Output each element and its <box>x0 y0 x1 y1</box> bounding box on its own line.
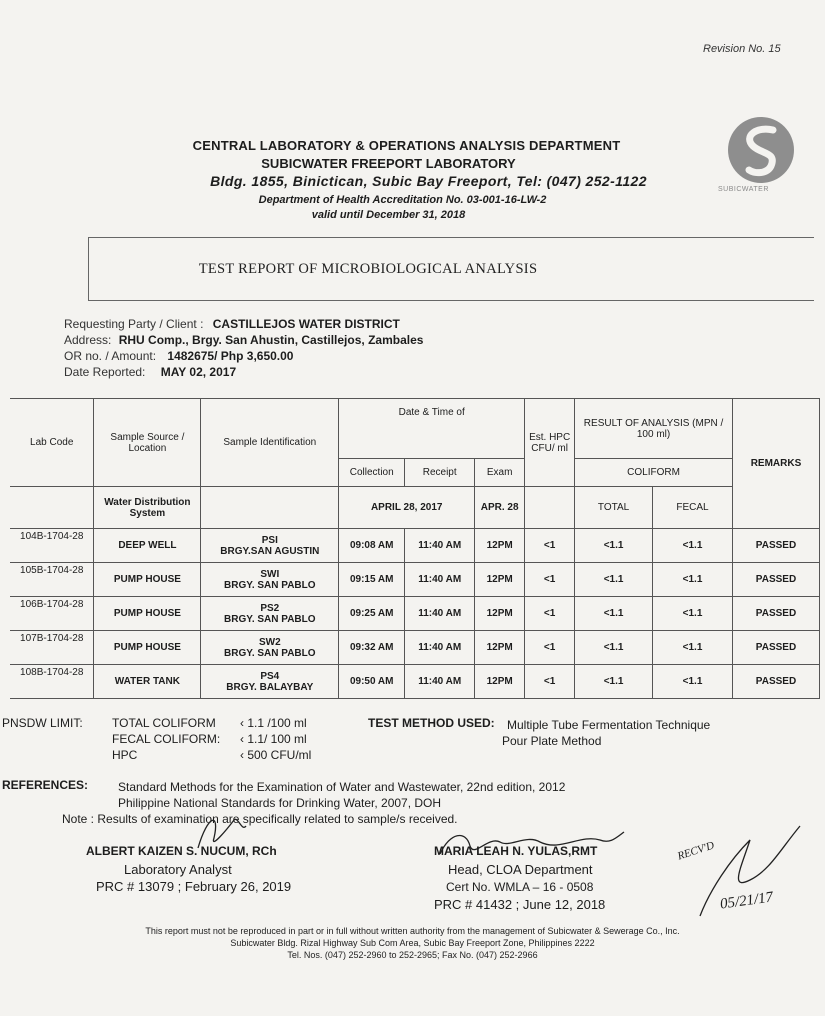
accreditation-number: Department of Health Accreditation No. 03-001-16-LW-2 <box>258 194 547 206</box>
logo-text: SUBICWATER <box>718 186 769 193</box>
row-sample-location: BRGY.SAN AGUSTIN <box>220 545 320 557</box>
row-receipt-time: 11:40 AM <box>405 529 475 563</box>
analyst-title: Laboratory Analyst <box>124 862 232 877</box>
row-hpc: <1 <box>525 563 575 597</box>
subheader-empty <box>10 487 94 529</box>
row-remarks: PASSED <box>732 631 819 665</box>
row-receipt-time: 11:40 AM <box>405 631 475 665</box>
row-sample-source: WATER TANK <box>94 665 201 699</box>
row-fecal-coliform: <1.1 <box>653 631 733 665</box>
or-value: 1482675/ Php 3,650.00 <box>167 349 294 363</box>
subheader-exam-date: APR. 28 <box>475 487 525 529</box>
row-sample-identification <box>201 665 339 699</box>
row-receipt-time: 11:40 AM <box>405 563 475 597</box>
laboratory-address: Bldg. 1855, Binictican, Subic Bay Freeport, Tel: (047) 252-1122 <box>210 173 647 189</box>
table-row <box>10 597 820 631</box>
header-receipt: Receipt <box>405 459 475 487</box>
or-line <box>64 349 293 363</box>
row-sample-identification <box>201 563 339 597</box>
test-method-label: TEST METHOD USED: <box>368 716 495 730</box>
row-total-coliform: <1.1 <box>575 631 653 665</box>
client-value: CASTILLEJOS WATER DISTRICT <box>212 317 400 331</box>
footer-phone: Tel. Nos. (047) 252-2960 to 252-2965; Fax No. (047) 252-2966 <box>287 950 538 960</box>
row-sample-source: PUMP HOUSE <box>94 563 201 597</box>
header-total: TOTAL <box>575 487 653 529</box>
head-prc: PRC # 41432 ; June 12, 2018 <box>434 897 606 912</box>
accreditation-validity: valid until December 31, 2018 <box>311 209 466 221</box>
head-cert: Cert No. WMLA – 16 - 0508 <box>446 880 594 894</box>
row-sample-id: SW2 <box>258 636 281 648</box>
header-lab-code: Lab Code <box>10 399 94 487</box>
department-title: CENTRAL LABORATORY & OPERATIONS ANALYSIS DEPARTMENT <box>192 138 621 153</box>
row-sample-location: BRGY. SAN PABLO <box>224 613 316 625</box>
row-exam-time: 12PM <box>475 563 525 597</box>
subheader-blank <box>201 487 339 529</box>
row-exam-time: 12PM <box>475 631 525 665</box>
row-exam-time: 12PM <box>475 597 525 631</box>
row-lab-code: 104B-1704-28 <box>10 529 94 563</box>
subicwater-logo-icon <box>727 116 795 184</box>
table-row <box>10 631 820 665</box>
row-hpc: <1 <box>525 665 575 699</box>
results-table <box>10 398 820 699</box>
row-sample-id: SWI <box>260 568 280 580</box>
row-fecal-coliform: <1.1 <box>653 597 733 631</box>
row-collection-time: 09:08 AM <box>339 529 405 563</box>
header-coliform: COLIFORM <box>575 459 733 487</box>
analyst-prc: PRC # 13079 ; February 26, 2019 <box>96 879 292 894</box>
row-lab-code: 106B-1704-28 <box>10 597 94 631</box>
row-remarks: PASSED <box>732 665 819 699</box>
analyst-name: ALBERT KAIZEN S. NUCUM, RCh <box>86 844 277 858</box>
row-exam-time: 12PM <box>475 665 525 699</box>
references-label: REFERENCES: <box>2 778 89 792</box>
limit-total-label: TOTAL COLIFORM <box>112 716 216 730</box>
report-title: TEST REPORT OF MICROBIOLOGICAL ANALYSIS <box>198 261 538 277</box>
results-note: Note : Results of examination are specifically related to sample/s received. <box>62 812 458 826</box>
row-receipt-time: 11:40 AM <box>405 597 475 631</box>
row-fecal-coliform: <1.1 <box>653 529 733 563</box>
date-line <box>64 365 236 379</box>
limit-total-value: ‹ 1.1 /100 ml <box>240 716 307 730</box>
row-sample-location: BRGY. SAN PABLO <box>224 579 316 591</box>
row-fecal-coliform: <1.1 <box>653 563 733 597</box>
header-remarks: REMARKS <box>732 399 819 529</box>
subheader-collection-date: APRIL 28, 2017 <box>339 487 475 529</box>
row-remarks: PASSED <box>732 529 819 563</box>
limit-hpc-value: ‹ 500 CFU/ml <box>240 748 312 762</box>
header-sample-identification: Sample Identification <box>201 399 339 487</box>
table-row <box>10 529 820 563</box>
test-method-1: Multiple Tube Fermentation Technique <box>507 718 711 732</box>
row-sample-source: PUMP HOUSE <box>94 597 201 631</box>
row-sample-id: PS4 <box>260 670 280 682</box>
header-result-of-analysis: RESULT OF ANALYSIS (MPN / 100 ml) <box>575 399 733 459</box>
footer-address: Subicwater Bldg. Rizal Highway Sub Com Area, Subic Bay Freeport Zone, Philippines 2222 <box>230 938 595 948</box>
row-total-coliform: <1.1 <box>575 563 653 597</box>
client-line <box>64 317 400 331</box>
address-line <box>64 333 423 347</box>
header-est-hpc: Est. HPC CFU/ ml <box>525 399 575 487</box>
row-sample-location: BRGY. SAN PABLO <box>224 647 316 659</box>
test-method-2: Pour Plate Method <box>502 734 602 748</box>
row-fecal-coliform: <1.1 <box>653 665 733 699</box>
row-total-coliform: <1.1 <box>575 665 653 699</box>
received-stamp: RECV'D <box>676 839 716 863</box>
subheader-hpc-blank <box>525 487 575 529</box>
head-name: MARIA LEAH N. YULAS,RMT <box>434 844 598 858</box>
row-sample-id: PSI <box>261 534 278 546</box>
row-sample-location: BRGY. BALAYBAY <box>226 681 314 693</box>
row-sample-source: DEEP WELL <box>94 529 201 563</box>
row-collection-time: 09:32 AM <box>339 631 405 665</box>
limit-fecal-value: ‹ 1.1/ 100 ml <box>240 732 307 746</box>
row-collection-time: 09:25 AM <box>339 597 405 631</box>
footer-disclaimer: This report must not be reproduced in part or in full without written authority from the management of Subicwater & Sewerage Co., Inc. <box>145 926 680 936</box>
received-date: 05/21/17 <box>719 889 775 913</box>
row-hpc: <1 <box>525 529 575 563</box>
table-row <box>10 665 820 699</box>
subheader-water-system: Water Distribution System <box>94 487 201 529</box>
row-hpc: <1 <box>525 631 575 665</box>
head-title: Head, CLOA Department <box>448 862 593 877</box>
row-collection-time: 09:15 AM <box>339 563 405 597</box>
row-exam-time: 12PM <box>475 529 525 563</box>
reference-1: Standard Methods for the Examination of Water and Wastewater, 22nd edition, 2012 <box>118 780 566 794</box>
limit-hpc-label: HPC <box>112 748 138 762</box>
header-date-time: Date & Time of <box>339 399 525 459</box>
date-label: Date Reported: <box>64 365 146 379</box>
laboratory-name: SUBICWATER FREEPORT LABORATORY <box>261 156 516 171</box>
reference-2: Philippine National Standards for Drinking Water, 2007, DOH <box>118 796 442 810</box>
client-label: Requesting Party / Client : <box>64 317 204 331</box>
row-remarks: PASSED <box>732 563 819 597</box>
row-total-coliform: <1.1 <box>575 597 653 631</box>
header-collection: Collection <box>339 459 405 487</box>
revision-number: Revision No. 15 <box>703 43 781 55</box>
row-sample-identification <box>201 529 339 563</box>
row-sample-id: PS2 <box>260 602 280 614</box>
row-sample-source: PUMP HOUSE <box>94 631 201 665</box>
or-label: OR no. / Amount: <box>64 349 157 363</box>
address-value: RHU Comp., Brgy. San Ahustin, Castillejos, Zambales <box>118 333 424 347</box>
row-lab-code: 108B-1704-28 <box>10 665 94 699</box>
row-remarks: PASSED <box>732 597 819 631</box>
date-value: MAY 02, 2017 <box>160 365 237 379</box>
table-row <box>10 563 820 597</box>
header-fecal: FECAL <box>653 487 733 529</box>
row-lab-code: 105B-1704-28 <box>10 563 94 597</box>
header-sample-source: Sample Source / Location <box>94 399 201 487</box>
row-sample-identification <box>201 597 339 631</box>
row-hpc: <1 <box>525 597 575 631</box>
limits-label: PNSDW LIMIT: <box>2 716 83 730</box>
address-label: Address: <box>64 333 112 347</box>
row-receipt-time: 11:40 AM <box>405 665 475 699</box>
row-lab-code: 107B-1704-28 <box>10 631 94 665</box>
row-total-coliform: <1.1 <box>575 529 653 563</box>
limit-fecal-label: FECAL COLIFORM: <box>112 732 221 746</box>
header-exam: Exam <box>475 459 525 487</box>
row-sample-identification <box>201 631 339 665</box>
row-collection-time: 09:50 AM <box>339 665 405 699</box>
